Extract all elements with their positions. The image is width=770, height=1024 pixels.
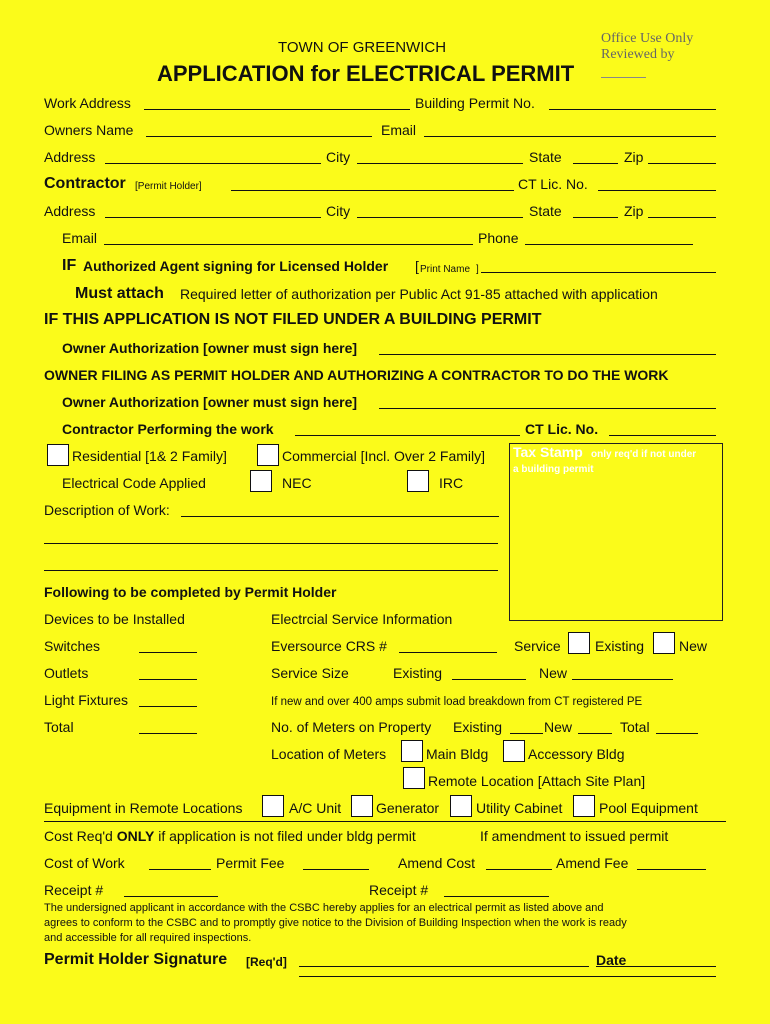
permit-fee-label: Permit Fee: [216, 855, 285, 871]
pool-equipment-label: Pool Equipment: [599, 800, 698, 816]
owner-address-label: Address: [44, 149, 96, 165]
owner-email-label: Email: [381, 122, 417, 138]
main-bldg-label: Main Bldg: [426, 746, 489, 762]
permit-fee-field[interactable]: [303, 869, 369, 870]
equip-remote-label: Equipment in Remote Locations: [44, 800, 243, 816]
owner-authorization-field[interactable]: [379, 354, 716, 355]
switches-field[interactable]: [139, 652, 197, 653]
code-applied-label: Electrical Code Applied: [62, 475, 206, 491]
size-new-field[interactable]: [572, 679, 673, 680]
owner-city-label: City: [326, 149, 351, 165]
amend-fee-field[interactable]: [637, 869, 706, 870]
utility-cabinet-label: Utility Cabinet: [476, 800, 563, 816]
cost-required-note: Cost Req'd ONLY if application is not filed under bldg permit: [44, 828, 416, 844]
meters-total-field[interactable]: [656, 733, 698, 734]
description-line-3[interactable]: [44, 570, 498, 571]
meters-existing-label: Existing: [453, 719, 503, 735]
total-devices-label: Total: [44, 719, 74, 735]
utility-cabinet-checkbox[interactable]: [450, 795, 472, 817]
receipt-label: Receipt #: [44, 882, 104, 898]
page-title: APPLICATION for ELECTRICAL PERMIT: [157, 61, 575, 86]
reviewed-by-line[interactable]: [601, 77, 646, 78]
accessory-bldg-checkbox[interactable]: [503, 740, 525, 762]
contractor-field[interactable]: [231, 190, 514, 191]
contractor-label: Contractor: [44, 175, 126, 192]
accessory-bldg-label: Accessory Bldg: [528, 746, 625, 762]
generator-checkbox[interactable]: [351, 795, 373, 817]
location-meters-label: Location of Meters: [271, 746, 387, 762]
size-existing-label: Existing: [393, 665, 443, 681]
declaration-line-2: agrees to conform to the CSBC and to promptly give notice to the Division of Building Inspection when the work is ready: [44, 917, 627, 929]
amendment-note: If amendment to issued permit: [480, 828, 669, 844]
office-use-label: Office Use Only: [601, 31, 694, 46]
must-attach-text: Required letter of authorization per Public Act 91-85 attached with application: [180, 286, 658, 302]
building-permit-label: Building Permit No.: [415, 95, 535, 111]
amend-receipt-label: Receipt #: [369, 882, 429, 898]
amend-receipt-field[interactable]: [444, 896, 549, 897]
performing-lic-field[interactable]: [609, 435, 716, 436]
declaration-line-3: and accessible for all required inspections.: [44, 932, 252, 944]
contractor-lic-field[interactable]: [598, 190, 716, 191]
signature-req: [Req'd]: [246, 955, 287, 969]
service-size-label: Service Size: [271, 665, 349, 681]
cost-of-work-label: Cost of Work: [44, 855, 125, 871]
contractor-state-field[interactable]: [573, 217, 618, 218]
date-label: Date: [596, 952, 627, 968]
signature-field[interactable]: [299, 966, 589, 967]
agent-if: IF: [62, 257, 77, 274]
owner-state-label: State: [529, 149, 562, 165]
irc-checkbox[interactable]: [407, 470, 429, 492]
phone-label: Phone: [478, 230, 519, 246]
outlets-field[interactable]: [139, 679, 197, 680]
owner-zip-label: Zip: [624, 149, 644, 165]
service-existing-label: Existing: [595, 638, 645, 654]
meters-existing-field[interactable]: [510, 733, 543, 734]
description-label: Description of Work:: [44, 502, 170, 518]
signature-underline: [299, 976, 716, 977]
declaration-line-1: The undersigned applicant in accordance with the CSBC hereby applies for an electrical permit as listed above and: [44, 902, 604, 914]
agent-label: Authorized Agent signing for Licensed Holder: [83, 258, 389, 274]
owner-state-field[interactable]: [573, 163, 618, 164]
service-new-checkbox[interactable]: [653, 632, 675, 654]
agent-name-field[interactable]: [481, 272, 716, 273]
contractor-lic-label: CT Lic. No.: [518, 176, 588, 192]
contractor-address-label: Address: [44, 203, 96, 219]
residential-checkbox[interactable]: [47, 444, 69, 466]
meters-label: No. of Meters on Property: [271, 719, 432, 735]
light-fixtures-field[interactable]: [139, 706, 197, 707]
commercial-label: Commercial [Incl. Over 2 Family]: [282, 448, 486, 464]
building-permit-field[interactable]: [549, 109, 716, 110]
eversource-field[interactable]: [399, 652, 497, 653]
owner-authorization-label: Owner Authorization [owner must sign here]: [62, 340, 358, 356]
service-existing-checkbox[interactable]: [568, 632, 590, 654]
size-existing-field[interactable]: [452, 679, 526, 680]
section-divider: [44, 821, 726, 822]
service-new-label: New: [679, 638, 708, 654]
reviewed-by-label: Reviewed by: [601, 47, 675, 62]
permit-holder-heading: Following to be completed by Permit Holder: [44, 584, 337, 600]
owners-name-field[interactable]: [146, 136, 372, 137]
tax-stamp-note-1: only req'd if not under: [591, 449, 697, 460]
switches-label: Switches: [44, 638, 101, 654]
tax-stamp-note-2: a building permit: [513, 464, 594, 475]
phone-field[interactable]: [525, 244, 693, 245]
remote-location-label: Remote Location [Attach Site Plan]: [428, 773, 646, 789]
residential-label: Residential [1& 2 Family]: [72, 448, 227, 464]
owner-zip-field[interactable]: [648, 163, 716, 164]
outlets-label: Outlets: [44, 665, 89, 681]
meters-total-label: Total: [620, 719, 650, 735]
cost-of-work-field[interactable]: [149, 869, 211, 870]
agent-bracket-open: [: [415, 258, 419, 274]
remote-location-checkbox[interactable]: [403, 767, 425, 789]
contractor-city-label: City: [326, 203, 351, 219]
contractor-performing-label: Contractor Performing the work: [62, 421, 274, 437]
contractor-performing-field[interactable]: [295, 435, 520, 436]
contractor-zip-label: Zip: [624, 203, 644, 219]
owner-authorization-2-label: Owner Authorization [owner must sign here]: [62, 394, 358, 410]
owner-email-field[interactable]: [424, 136, 716, 137]
pool-equipment-checkbox[interactable]: [573, 795, 595, 817]
signature-label: Permit Holder Signature: [44, 951, 228, 968]
tax-stamp-title: Tax Stamp: [513, 444, 583, 460]
not-filed-heading: IF THIS APPLICATION IS NOT FILED UNDER A BUILDING PERMIT: [44, 311, 542, 328]
service-info-heading: Electrcial Service Information: [271, 611, 453, 627]
meters-new-label: New: [544, 719, 573, 735]
owner-city-field[interactable]: [357, 163, 523, 164]
work-address-label: Work Address: [44, 95, 131, 111]
generator-label: Generator: [376, 800, 440, 816]
amend-fee-label: Amend Fee: [556, 855, 629, 871]
receipt-field[interactable]: [124, 896, 218, 897]
amend-cost-label: Amend Cost: [398, 855, 476, 871]
description-line-1[interactable]: [181, 516, 499, 517]
date-field[interactable]: [596, 966, 716, 967]
contractor-state-label: State: [529, 203, 562, 219]
owners-name-label: Owners Name: [44, 122, 134, 138]
light-fixtures-label: Light Fixtures: [44, 692, 129, 708]
owner-filing-heading: OWNER FILING AS PERMIT HOLDER AND AUTHORIZING A CONTRACTOR TO DO THE WORK: [44, 367, 669, 383]
total-devices-field[interactable]: [139, 733, 197, 734]
eversource-label: Eversource CRS #: [271, 638, 387, 654]
size-new-label: New: [539, 665, 568, 681]
irc-label: IRC: [439, 475, 464, 491]
owner-address-field[interactable]: [105, 163, 321, 164]
contractor-address-field[interactable]: [105, 217, 321, 218]
description-line-2[interactable]: [44, 543, 498, 544]
contractor-email-label: Email: [62, 230, 98, 246]
ac-unit-label: A/C Unit: [289, 800, 342, 816]
must-attach-label: Must attach: [75, 285, 164, 302]
permit-holder-bracket: [Permit Holder]: [135, 181, 202, 192]
contractor-email-field[interactable]: [104, 244, 473, 245]
commercial-checkbox[interactable]: [257, 444, 279, 466]
service-label: Service: [514, 638, 561, 654]
ac-unit-checkbox[interactable]: [262, 795, 284, 817]
owner-authorization-2-field[interactable]: [379, 408, 716, 409]
agent-print-name: Print Name: [420, 264, 471, 275]
devices-heading: Devices to be Installed: [44, 611, 185, 627]
contractor-city-field[interactable]: [357, 217, 523, 218]
work-address-field[interactable]: [144, 109, 410, 110]
amend-cost-field[interactable]: [486, 869, 552, 870]
performing-lic-label: CT Lic. No.: [525, 421, 599, 437]
town-name: TOWN OF GREENWICH: [278, 39, 447, 56]
over-400-note: If new and over 400 amps submit load breakdown from CT registered PE: [271, 696, 643, 708]
nec-label: NEC: [282, 475, 312, 491]
meters-new-field[interactable]: [578, 733, 612, 734]
contractor-zip-field[interactable]: [648, 217, 716, 218]
main-bldg-checkbox[interactable]: [401, 740, 423, 762]
agent-bracket-close: ]: [476, 264, 479, 275]
nec-checkbox[interactable]: [250, 470, 272, 492]
